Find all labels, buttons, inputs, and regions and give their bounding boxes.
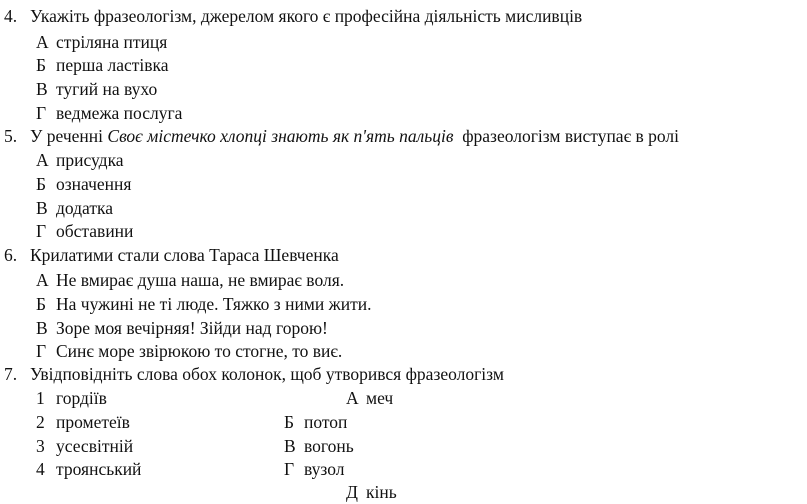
option-4d (36, 101, 182, 125)
question-text-after: фразеологізм виступає в ролі (453, 126, 679, 146)
option-letter: А (36, 150, 49, 170)
option-6a (36, 268, 344, 292)
item-text: троянський (56, 459, 142, 479)
item-text: гордіїв (56, 388, 107, 408)
item-number: 1 (36, 388, 45, 408)
item-letter: А (346, 388, 359, 408)
option-text: Не вмирає душа наша, не вмирає воля. (56, 270, 345, 290)
item-number: 3 (36, 436, 45, 456)
left-item-3 (36, 434, 133, 458)
option-5c (36, 196, 113, 220)
question-4 (4, 4, 582, 28)
option-letter: В (36, 198, 48, 218)
left-item-4 (36, 457, 141, 481)
option-letter: В (36, 79, 48, 99)
item-text: меч (366, 388, 394, 408)
option-text: тугий на вухо (56, 79, 158, 99)
option-letter: Г (36, 341, 47, 361)
right-item-a (346, 386, 393, 410)
left-item-1 (36, 386, 107, 410)
option-4a (36, 30, 167, 54)
option-5d (36, 219, 133, 243)
option-text: ведмежа послуга (56, 103, 183, 123)
question-number: 4. (4, 6, 18, 26)
item-text: усесвітній (56, 436, 134, 456)
option-4b (36, 53, 169, 77)
option-letter: А (36, 270, 49, 290)
option-text: Синє море звірюкою то стогне, то виє. (56, 341, 343, 361)
option-text: присудка (56, 150, 124, 170)
item-number: 4 (36, 459, 45, 479)
option-letter: Г (36, 103, 47, 123)
question-5 (4, 124, 679, 148)
item-number: 2 (36, 412, 45, 432)
option-letter: Б (36, 294, 47, 314)
item-text: прометеїв (56, 412, 130, 432)
item-text: кінь (366, 482, 397, 502)
option-text: означення (56, 174, 132, 194)
item-text: вузол (304, 459, 345, 479)
question-7 (4, 362, 504, 386)
option-6c (36, 316, 328, 340)
option-letter: А (36, 32, 49, 52)
item-letter: Г (284, 459, 295, 479)
question-number: 7. (4, 364, 18, 384)
item-letter: Д (346, 482, 358, 502)
option-text: На чужині не ті люде. Тяжко з ними жити. (56, 294, 372, 314)
question-text-before: У реченні (30, 126, 108, 146)
question-6 (4, 243, 339, 267)
option-letter: Б (36, 55, 47, 75)
option-4c (36, 77, 157, 101)
option-letter: Г (36, 221, 47, 241)
question-number: 6. (4, 245, 18, 265)
option-letter: Б (36, 174, 47, 194)
right-item-c (284, 434, 354, 458)
option-5b (36, 172, 131, 196)
question-text: Укажіть фразеологізм, джерелом якого є професійна діяльність мисливців (30, 6, 583, 26)
option-text: Зоре моя вечірняя! Зійди над горою! (56, 318, 328, 338)
question-text: Увідповідніть слова обох колонок, щоб утворився фразеологізм (30, 364, 504, 384)
left-item-2 (36, 410, 130, 434)
option-text: обставини (56, 221, 134, 241)
item-text: вогонь (304, 436, 354, 456)
item-letter: В (284, 436, 296, 456)
option-6b (36, 292, 371, 316)
right-item-d (284, 457, 344, 481)
option-text: додатка (56, 198, 114, 218)
right-item-b (284, 410, 347, 434)
question-number: 5. (4, 126, 18, 146)
option-6d (36, 339, 342, 363)
right-item-e (346, 480, 397, 504)
option-text: стріляна птиця (56, 32, 168, 52)
question-text: Крилатими стали слова Тараса Шевченка (30, 245, 339, 265)
option-text: перша ластівка (56, 55, 169, 75)
question-text-italic: Своє містечко хлопці знають як п'ять пальців (107, 126, 454, 146)
item-text: потоп (304, 412, 348, 432)
item-letter: Б (284, 412, 295, 432)
option-letter: В (36, 318, 48, 338)
option-5a (36, 148, 124, 172)
